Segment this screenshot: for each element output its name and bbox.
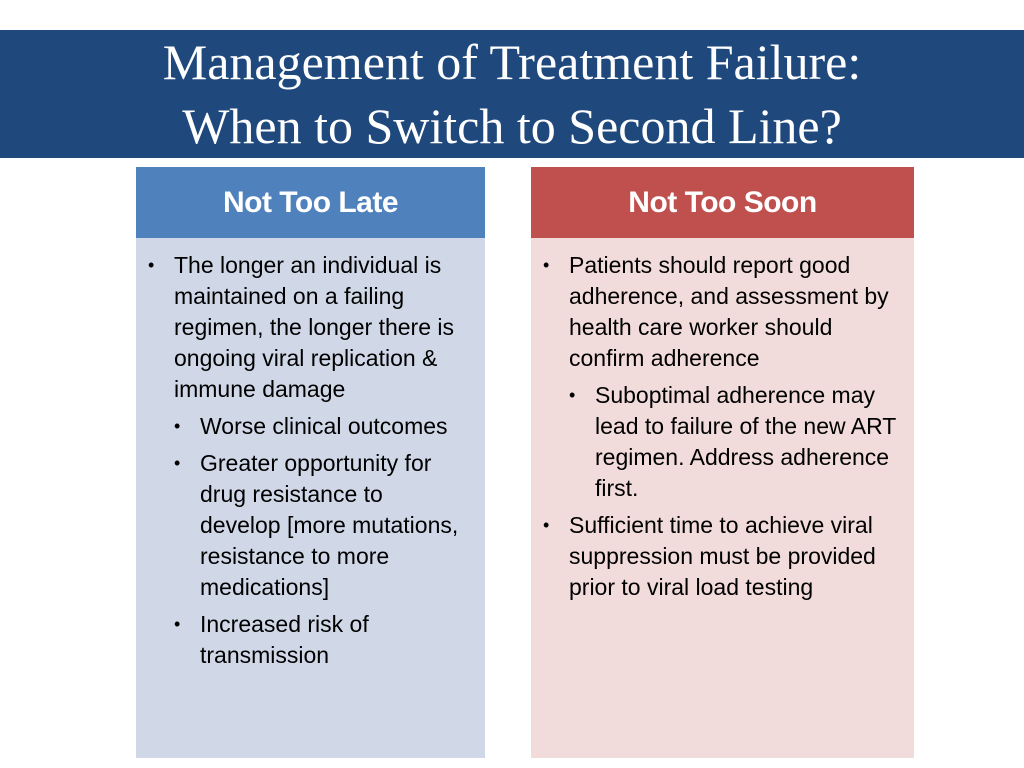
not-too-soon-list bbox=[543, 250, 898, 603]
not-too-late-heading: Not Too Late bbox=[136, 167, 485, 238]
sub-list bbox=[174, 411, 469, 671]
list-item-text: The longer an individual is maintained on a failing regimen, the longer there is ongoing viral replication & immune damage bbox=[174, 252, 454, 402]
not-too-late-panel bbox=[136, 167, 485, 758]
not-too-late-list bbox=[148, 250, 469, 671]
sub-list-item bbox=[174, 609, 469, 671]
bullet-icon: • bbox=[174, 614, 181, 634]
sub-list bbox=[569, 380, 898, 504]
list-item-text: Sufficient time to achieve viral suppression must be provided prior to viral load testing bbox=[569, 512, 876, 600]
list-item-text: Patients should report good adherence, and assessment by health care worker should confirm adherence bbox=[569, 252, 889, 371]
not-too-soon-heading: Not Too Soon bbox=[531, 167, 914, 238]
list-item bbox=[543, 510, 898, 603]
bullet-icon: • bbox=[148, 255, 155, 275]
sub-list-item-text: Increased risk of transmission bbox=[200, 611, 369, 668]
bullet-icon: • bbox=[174, 416, 181, 436]
bullet-icon: • bbox=[543, 255, 550, 275]
bullet-icon: • bbox=[543, 515, 550, 535]
bullet-icon: • bbox=[174, 453, 181, 473]
slide-title bbox=[0, 30, 1024, 158]
slide-title-line-1: Management of Treatment Failure: bbox=[162, 34, 862, 90]
slide-title-line-2: When to Switch to Second Line? bbox=[182, 98, 842, 154]
list-item bbox=[148, 250, 469, 671]
not-too-late-body bbox=[136, 238, 485, 758]
sub-list-item-text: Suboptimal adherence may lead to failure of the new ART regimen. Address adherence first. bbox=[595, 382, 896, 501]
not-too-soon-panel bbox=[531, 167, 914, 758]
sub-list-item bbox=[174, 411, 469, 442]
sub-list-item-text: Worse clinical outcomes bbox=[200, 413, 448, 439]
list-item bbox=[543, 250, 898, 504]
sub-list-item bbox=[569, 380, 898, 504]
bullet-icon: • bbox=[569, 385, 576, 405]
not-too-soon-body bbox=[531, 238, 914, 758]
sub-list-item bbox=[174, 448, 469, 603]
sub-list-item-text: Greater opportunity for drug resistance to develop [more mutations, resistance to more medications] bbox=[200, 450, 459, 600]
